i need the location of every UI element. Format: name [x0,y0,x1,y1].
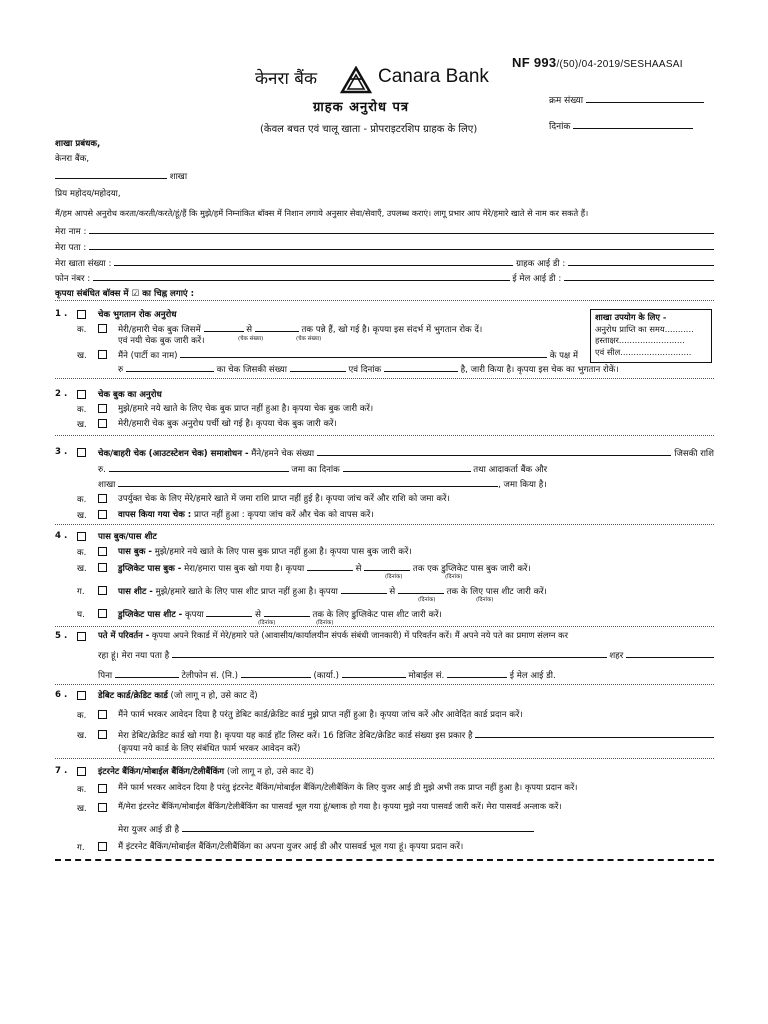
s1-b-checkbox[interactable] [98,350,107,359]
section-5-checkbox[interactable] [77,632,86,641]
serial-number-field[interactable]: क्रम संख्या [549,93,704,106]
name-field[interactable]: मेरा नाम : [55,224,714,237]
s7-a-checkbox[interactable] [98,784,107,793]
section-7-title: इंटरनेट बैंकिंग/मोबाईल बैंकिंग/टेलीबैंकिंग (जो लागू न हो, उसे काट दें) [98,767,314,777]
s4-d-text: डुप्लिकेट पास शीट - कृपया से तक के लिए डुप्लिकेट पास शीट जारी करें। [118,607,714,620]
section-6-number: 6 . [55,690,68,700]
s6-a-text: मैंने फार्म भरकर आवेदन दिया है परंतु डेबिट कार्ड/क्रेडिट कार्ड मुझे प्राप्त नहीं हुआ है। कृपया जांच करें और आवेदित कार्ड प्रदान करें। [118,710,523,720]
s4-d-checkbox[interactable] [98,609,107,618]
date-sublabel: (दिनांक) [445,574,463,580]
addressee-bank: केनरा बैंक, [55,154,90,164]
date-sublabel: (दिनांक) [476,597,494,603]
section-4-number: 4 . [55,531,68,541]
s2-a-checkbox[interactable] [98,404,107,413]
s4-b-text: डुप्लिकेट पास बुक - मेरा/हमारा पास बुक खो गया है। कृपया से तक एक डुप्लिकेट पास बुक जारी करें। [118,561,714,574]
s3-a-checkbox[interactable] [98,494,107,503]
s7-b-text: मैं/मेरा इंटरनेट बैंकिंग/मोबाईल बैंकिंग/टेलीबैंकिंग का पासवर्ड भूल गया हूं/ब्लाक हो गया है। कृपया मुझे नया पासवर्ड जारी करें। मेरा पासवर्ड अन्लाक करें। [118,801,562,811]
divider [55,378,714,379]
section-5-title-row: पते में परिवर्तन - कृपया अपने रिकार्ड में मेरे/हमारे पते (आवासीय/कार्यालयीन संपर्क संबंधी जानकारी) में परिवर्तन करें। मैं अपने नये पते का प्रमाण संलग्न कर [98,630,569,640]
section-7-number: 7 . [55,766,68,776]
addressee: शाखा प्रबंधक, [55,139,101,149]
s1-a-checkbox[interactable] [98,324,107,333]
branch-use-box: शाखा उपयोग के लिए - अनुरोध प्राप्ति का समय........... हस्ताक्षर......................... एवं सील........................... [590,309,712,363]
section-7-checkbox[interactable] [77,767,86,776]
s5-contact-row[interactable]: पिना टेलीफोन सं. (नि.) (कार्या.) मोबाईल सं. ई मेल आई डी. [98,668,556,681]
s2-a-text: मुझे/हमारे नये खाते के लिए चेक बुक प्राप्त नहीं हुआ है। कृपया चेक बुक जारी करें। [118,404,374,414]
address-field[interactable]: मेरा पता : [55,240,714,253]
s5-new-address-row[interactable]: रहा हूं। मेरा नया पता है शहर [98,648,714,661]
s7-user-id-field[interactable]: मेरा युजर आई डी है [118,822,534,835]
branch-field[interactable]: शाखा [55,169,187,182]
s7-c-label: ग. [77,843,85,853]
phone-email-row[interactable]: फोन नंबर : ई मेल आई डी : [55,271,714,284]
salutation: प्रिय महोदय/महोदया, [55,189,121,199]
s1-a-text: मेरी/हमारी चेक बुक जिसमें से तक पन्ने हैं, खो गई है। कृपया इस संदर्भ में भुगतान रोक दें। [118,322,588,335]
section-1-number: 1 . [55,309,68,319]
s3-b-label: ख. [77,511,87,521]
s3-a-label: क. [77,495,87,505]
form-subtitle: (केवल बचत एवं चालू खाता - प्रोपराइटरशिप ग्राहक के लिए) [260,124,478,135]
s4-c-text: पास शीट - मुझे/हमारे खाते के लिए पास शीट प्राप्त नहीं हुआ है। कृपया से तक के लिए पास शीट जारी करें। [118,584,714,597]
s4-b-checkbox[interactable] [98,563,107,572]
s2-a-label: क. [77,405,87,415]
section-6-title: डेबिट कार्ड/क्रेडिट कार्ड (जो लागू न हो, उसे काट दें) [98,691,258,701]
s1-a-text-2: एवं नयी चेक बुक जारी करें। [118,336,205,346]
s4-d-label: घ. [77,610,85,620]
s6-b-note: (कृपया नये कार्ड के लिए संबंधित फार्म भरकर आवेदन करें) [118,744,301,754]
section-6-checkbox[interactable] [77,691,86,700]
s3-a-text: उपर्युक्त चेक के लिए मेरे/हमारे खाते में जमा राशि प्राप्त नहीं हुई है। कृपया जांच करें और राशि को जमा करें। [118,494,450,504]
s6-a-checkbox[interactable] [98,710,107,719]
section-5-number: 5 . [55,631,68,641]
account-customer-row[interactable]: मेरा खाता संख्या : ग्राहक आई डी : [55,256,714,269]
canara-logo-icon [340,66,372,96]
cheque-no-label-2: (चेक संख्या) [296,336,322,342]
section-1-checkbox[interactable] [77,310,86,319]
section-1-title: चेक भुगतान रोक अनुरोध [98,310,177,320]
s3-amount-row[interactable]: रु. जमा का दिनांक तथा आदाकर्ता बैंक और [98,462,547,475]
s6-b-label: ख. [77,731,87,741]
section-3-title-row[interactable]: चेक/बाहरी चेक (आउटस्टेशन चेक) समाशोधन - मैंने/हमने चेक संख्या जिसकी राशि [98,446,714,459]
date-field[interactable]: दिनांक [549,119,693,132]
bank-name-hindi: केनरा बैंक [255,69,318,89]
bank-name-english: Canara Bank [378,66,489,87]
s2-b-text: मेरी/हमारी चेक बुक अनुरोध पर्ची खो गई है। कृपया चेक बुक जारी करें। [118,419,337,429]
date-sublabel: (दिनांक) [316,620,334,626]
instruction-text: कृपया संबंधित बॉक्स में ☑ का चिह्न लगाएं : [55,289,195,299]
s7-c-text: मैं इंटरनेट बैंकिंग/मोबाईल बैंकिंग/टेलीबैंकिंग का अपना युजर आई डी और पासवर्ड भूल गया हूं। कृपया प्रदान करें। [118,842,464,852]
s4-c-checkbox[interactable] [98,586,107,595]
section-2-checkbox[interactable] [77,390,86,399]
s1-b-party-field[interactable]: मैंने (पार्टी का नाम) के पक्ष में [118,348,578,361]
s7-c-checkbox[interactable] [98,842,107,851]
section-4-checkbox[interactable] [77,532,86,541]
cut-line [55,859,714,861]
section-2-title: चेक बुक का अनुरोध [98,390,162,400]
s6-b-checkbox[interactable] [98,730,107,739]
section-3-number: 3 . [55,447,68,457]
section-3-checkbox[interactable] [77,448,86,457]
divider [55,758,714,759]
divider [55,626,714,627]
section-2-number: 2 . [55,389,68,399]
divider [55,524,714,525]
s4-a-text: पास बुक - मुझे/हमारे नये खाते के लिए पास बुक प्राप्त नहीं हुआ है। कृपया पास बुक जारी करें। [118,547,412,557]
intro-text: मैं/हम आपसे अनुरोध करता/करती/करते/हूं/हैं कि मुझे/हमें निम्नांकित बॉक्स में निशान लगाये अनुसार सेवा/सेवाएँ, उपलब्ध कराएं। लागू प्रभार आप मेरे/हमारे खाते से नाम कर सकते हैं। [55,208,589,218]
s2-b-label: ख. [77,420,87,430]
divider [55,435,714,436]
s7-b-label: ख. [77,804,87,814]
divider [55,684,714,685]
s7-a-text: मैंने फार्म भरकर आवेदन दिया है परंतु इंटरनेट बैंकिंग/मोबाईल बैंकिंग/टेलीबैंकिंग के लिए युजर आई डी मुझे अभी तक प्राप्त नहीं हुआ है। कृपया प्रदान करें। [118,782,578,792]
s3-b-checkbox[interactable] [98,510,107,519]
s6-b-card-field[interactable]: मेरा डेबिट/क्रेडिट कार्ड खो गया है। कृपया यह कार्ड हॉट लिस्ट करें। 16 डिजिट डेबिट/क्रेडिट कार्ड संख्या इस प्रकार है [118,728,714,741]
s4-a-label: क. [77,548,87,558]
s6-a-label: क. [77,711,87,721]
date-sublabel: (दिनांक) [418,597,436,603]
s3-branch-row[interactable]: शाखा , जमा किया है। [98,477,547,490]
s1-b-label: ख. [77,351,87,361]
date-sublabel: (दिनांक) [258,620,276,626]
s2-b-checkbox[interactable] [98,419,107,428]
divider [55,300,714,301]
s7-a-label: क. [77,785,87,795]
s3-b-text: वापस किया गया चेक : प्राप्त नहीं हुआ : कृपया जांच करें और चेक को वापस करें। [118,510,374,520]
s1-b-text-2: रु का चेक जिसकी संख्या एवं दिनांक है, जारी किया है। कृपया इस चेक का भुगतान रोकें। [118,362,619,375]
s4-b-label: ख. [77,564,87,574]
section-4-title: पास बुक/पास शीट [98,532,157,542]
s4-c-label: ग. [77,587,85,597]
s7-b-checkbox[interactable] [98,803,107,812]
form-number: NF 993/(50)/04-2019/SESHAASAI [512,55,683,70]
s1-a-label: क. [77,325,87,335]
date-sublabel: (दिनांक) [385,574,403,580]
cheque-no-label-1: (चेक संख्या) [238,336,264,342]
s4-a-checkbox[interactable] [98,547,107,556]
form-title: ग्राहक अनुरोध पत्र [313,100,410,115]
